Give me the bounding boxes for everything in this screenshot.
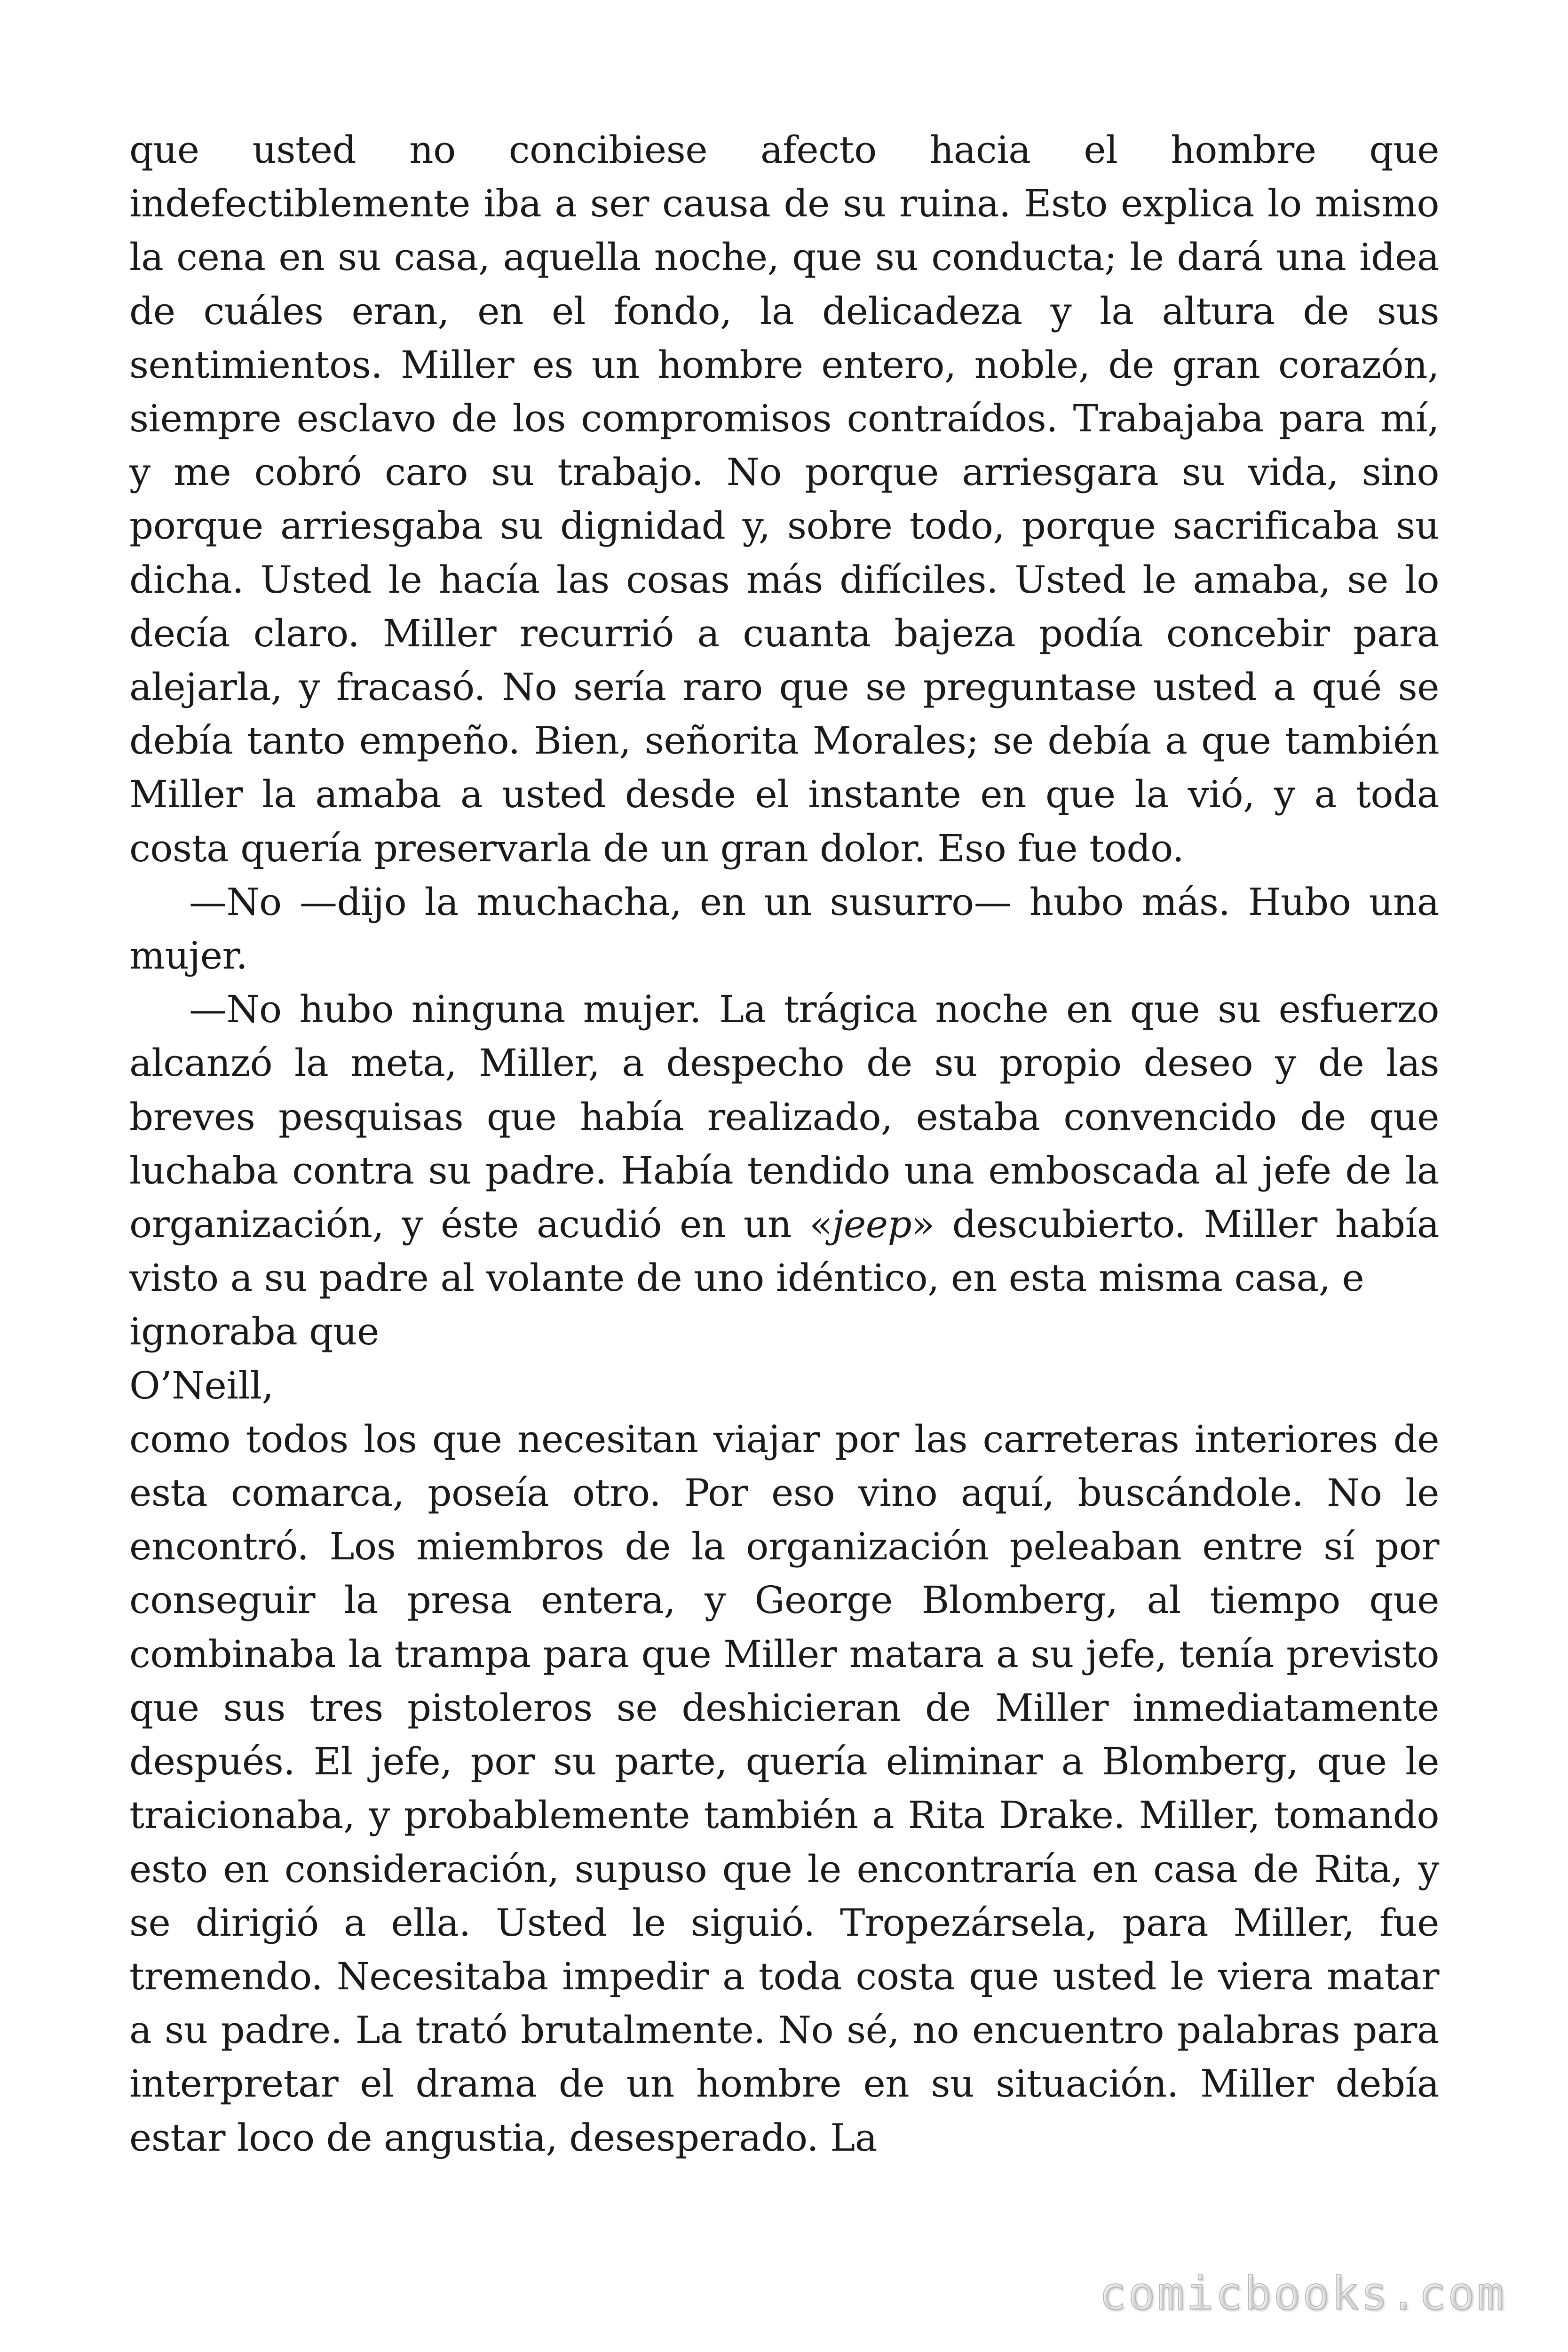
page-text [129,123,1439,2165]
paragraph-1: que usted no concibiese afecto hacia el hombre que indefectiblemente iba a ser causa de su ruina. Esto explica lo mismo la cena en su casa, aquella noche, que su conducta; le dará una idea de cuáles eran, en el fondo, la delicadeza y la altura de sus sentimientos. Miller es un hombre entero, noble, de gran corazón, siempre esclavo de los compromisos contraídos. Trabajaba para mí, y me cobró caro su trabajo. No porque arriesgara su vida, sino porque arriesgaba su dignidad y, sobre todo, porque sacrificaba su dicha. Usted le hacía las cosas más difíciles. Usted le amaba, se lo decía claro. Miller recurrió a cuanta bajeza podía concebir para alejarla, y fracasó. No sería raro que se preguntase usted a qué se debía tanto empeño. Bien, señorita Morales; se debía a que también Miller la amaba a usted desde el instante en que la vió, y a toda costa quería preservarla de un gran dolor. Eso fue todo. [129,128,1439,870]
paragraph-3 [129,983,1439,1305]
line-ignoraba-que: ignoraba que [129,1310,379,1354]
italic-jeep: jeep [832,1202,912,1247]
paragraph-3-part-b: » descubierto. Miller había visto a su padre al volante de uno idéntico, en esta misma casa, e [129,1202,1440,1300]
line-oneill: O’Neill, [129,1363,274,1407]
paragraph-2: —No —dijo la muchacha, en un susurro— hubo más. Hubo una mujer. [129,880,1439,978]
watermark-text: comicbooks.com [1099,2267,1506,2320]
paragraph-3-part-a: —No hubo ninguna mujer. La trágica noche en que su esfuerzo alcanzó la meta, Miller, a despecho de su propio deseo y de las breves pesquisas que había realizado, estaba convencido de que luchaba contra su padre. Había tendido una emboscada al jefe de la organización, y éste acudió en un « [129,987,1439,1247]
paragraph-4: como todos los que necesitan viajar por las carreteras interiores de esta comarca, poseía otro. Por eso vino aquí, buscándole. No le encontró. Los miembros de la organización peleaban entre sí por conseguir la presa entera, y George Blomberg, al tiempo que combinaba la trampa para que Miller matara a su jefe, tenía previsto que sus tres pistoleros se deshicieran de Miller inmediatamente después. El jefe, por su parte, quería eliminar a Blomberg, que le traicionaba, y probablemente también a Rita Drake. Miller, tomando esto en consideración, supuso que le encontraría en casa de Rita, y se dirigió a ella. Usted le siguió. Tropezársela, para Miller, fue tremendo. Necesitaba impedir a toda costa que usted le viera matar a su padre. La trató brutalmente. No sé, no encuentro palabras para interpretar el drama de un hombre en su situación. Miller debía estar loco de angustia, desesperado. La [129,1417,1439,2160]
